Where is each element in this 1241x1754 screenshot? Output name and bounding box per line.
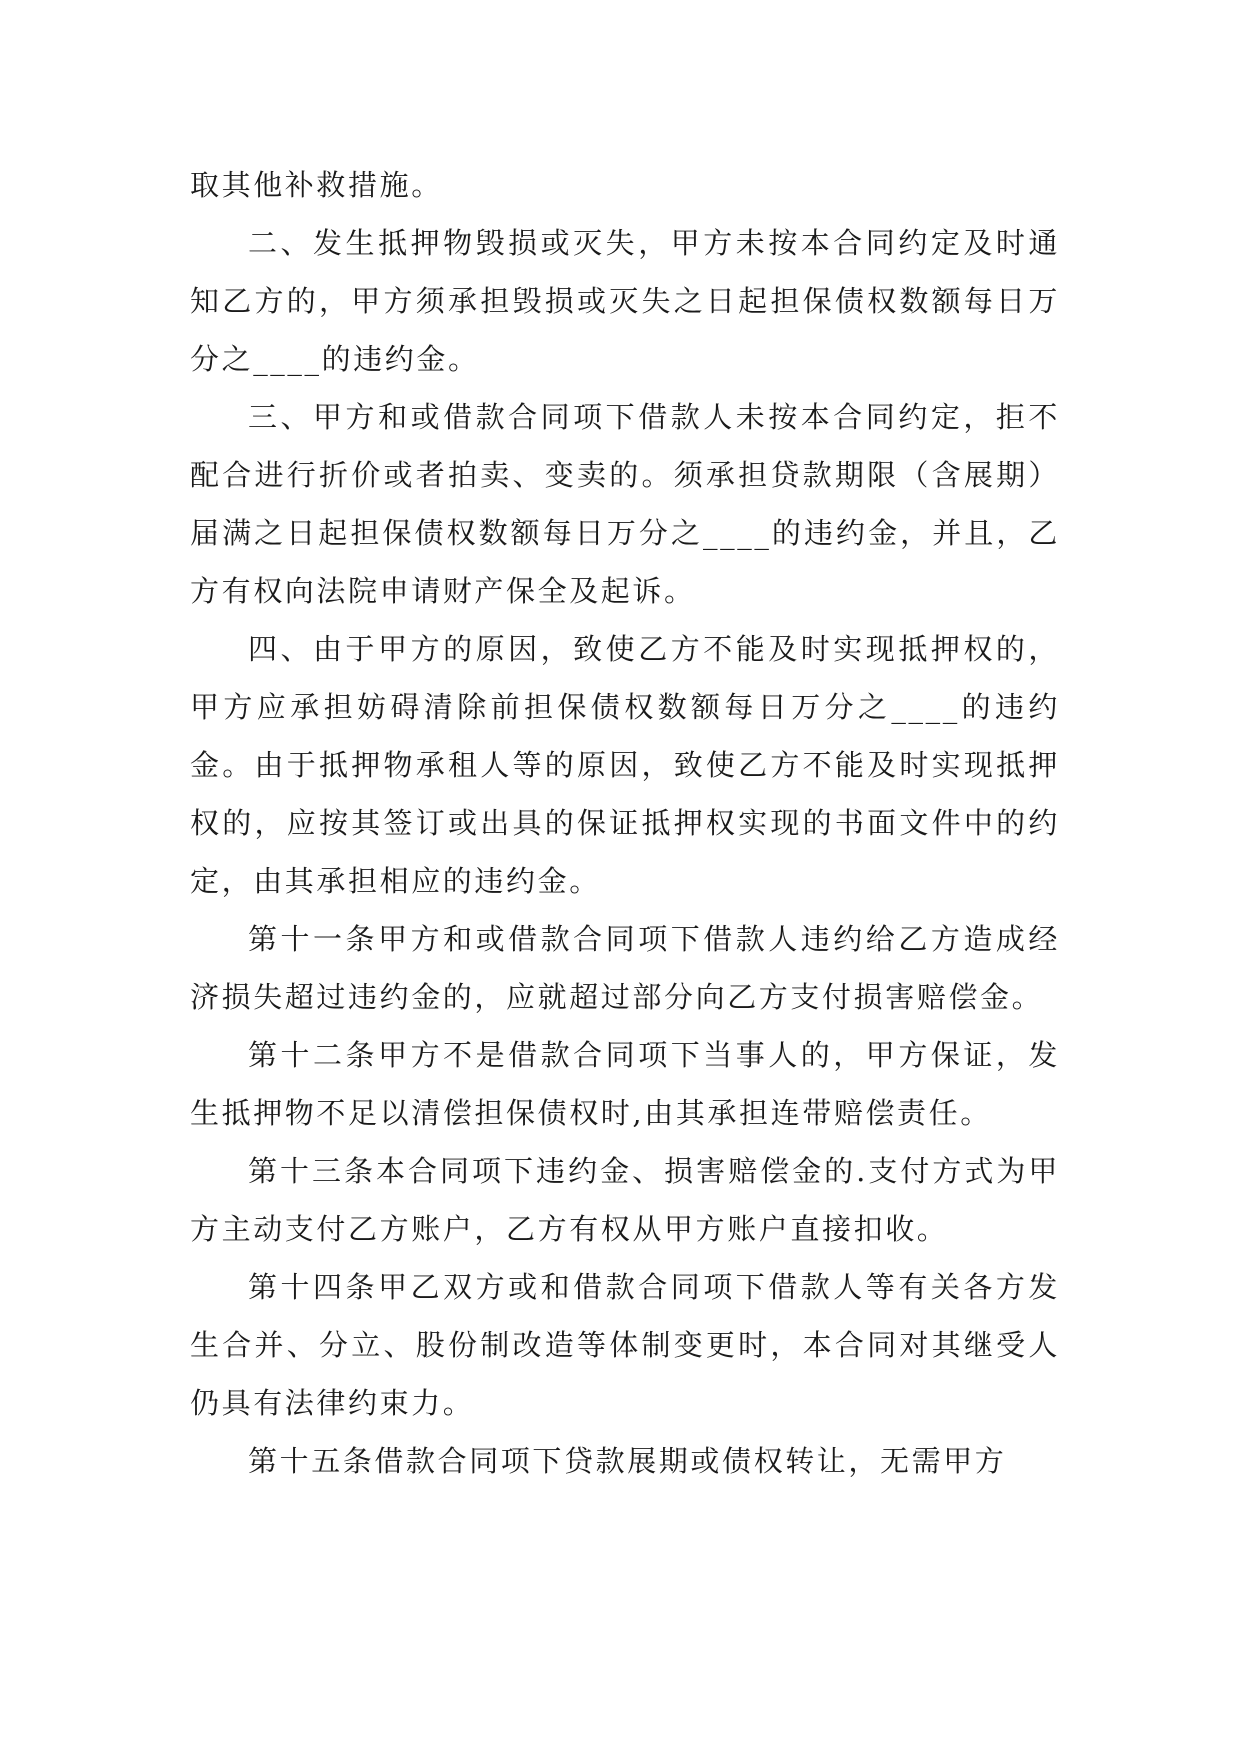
- paragraph-continuation: 取其他补救措施。: [190, 168, 443, 202]
- paragraph-clause-2: 二、发生抵押物毁损或灭失，甲方未按本合同约定及时通知乙方的，甲方须承担毁损或灭失之日起担保债权数额每日万分之____的违约金。: [190, 226, 1060, 376]
- paragraph-article-15: 第十五条借款合同项下贷款展期或债权转让，无需甲方: [248, 1444, 1007, 1478]
- paragraph-article-14: 第十四条甲乙双方或和借款合同项下借款人等有关各方发生合并、分立、股份制改造等体制变更时，本合同对其继受人仍具有法律约束力。: [190, 1270, 1060, 1420]
- paragraph-article-12: 第十二条甲方不是借款合同项下当事人的，甲方保证，发生抵押物不足以清偿担保债权时,由其承担连带赔偿责任。: [190, 1038, 1060, 1130]
- paragraph-clause-3: 三、甲方和或借款合同项下借款人未按本合同约定，拒不配合进行折价或者拍卖、变卖的。须承担贷款期限（含展期）届满之日起担保债权数额每日万分之____的违约金，并且，乙方有权向法院申请财产保全及起诉。: [190, 400, 1060, 608]
- document-body: [190, 156, 1060, 1490]
- paragraph-article-13: 第十三条本合同项下违约金、损害赔偿金的.支付方式为甲方主动支付乙方账户，乙方有权从甲方账户直接扣收。: [190, 1154, 1060, 1246]
- paragraph-clause-4: 四、由于甲方的原因，致使乙方不能及时实现抵押权的，甲方应承担妨碍清除前担保债权数额每日万分之____的违约金。由于抵押物承租人等的原因，致使乙方不能及时实现抵押权的，应按其签订或出具的保证抵押权实现的书面文件中的约定，由其承担相应的违约金。: [190, 632, 1060, 898]
- paragraph-article-11: 第十一条甲方和或借款合同项下借款人违约给乙方造成经济损失超过违约金的，应就超过部分向乙方支付损害赔偿金。: [190, 922, 1060, 1014]
